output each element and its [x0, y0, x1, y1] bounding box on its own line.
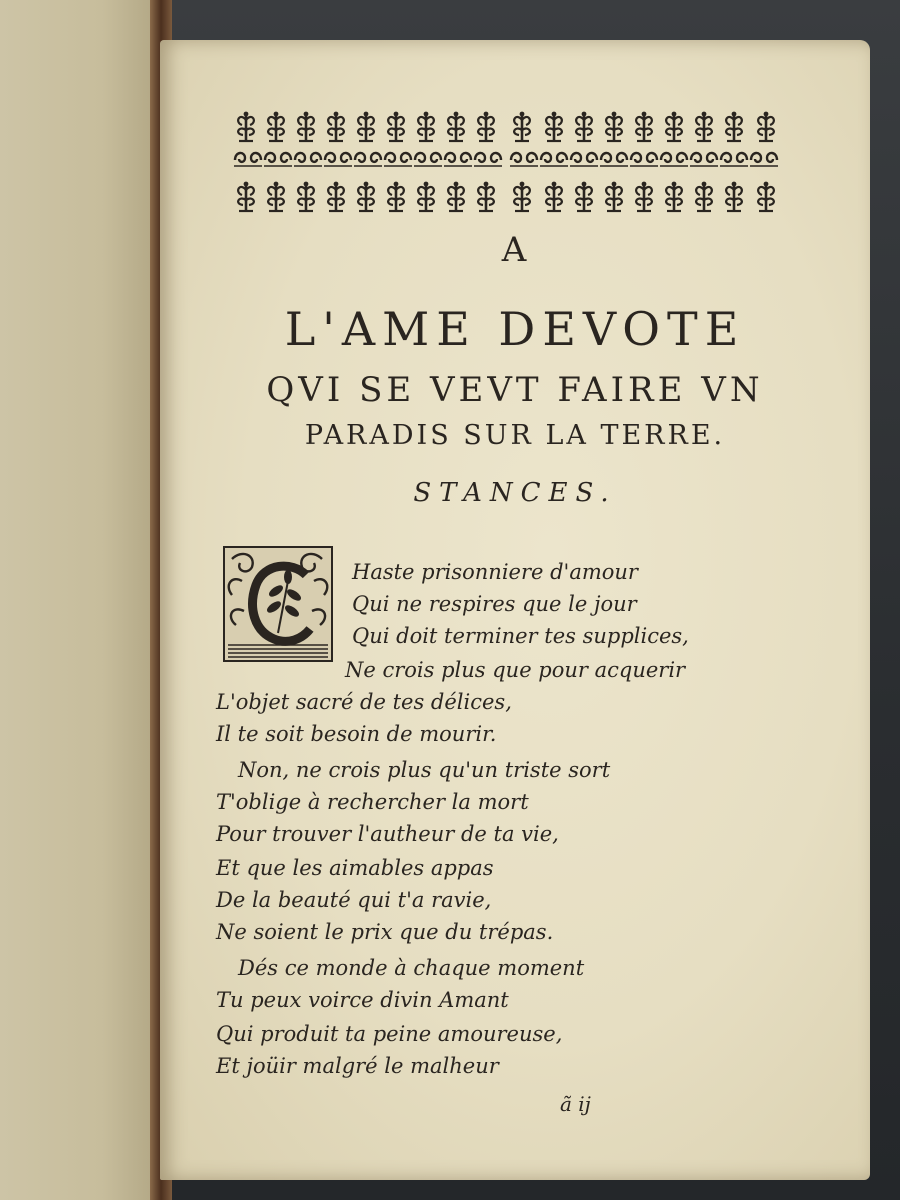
verse-line: Dés ce monde à chaque moment [238, 956, 585, 980]
verse-line: Et que les aimables appas [216, 856, 494, 880]
ornament-row-top [238, 112, 774, 141]
verse-line: Non, ne crois plus qu'un triste sort [238, 758, 611, 782]
ornament-row-bottom [238, 182, 774, 211]
verse-line: Qui doit terminer tes supplices, [352, 624, 689, 648]
verse-line: De la beauté qui t'a ravie, [216, 888, 492, 912]
ornamental-headpiece [232, 108, 788, 222]
verse-line: Ne soient le prix que du trépas. [216, 920, 554, 944]
verse-line: T'oblige à rechercher la mort [216, 790, 529, 814]
title-a: A [501, 230, 529, 270]
ornament-row-middle [234, 153, 778, 166]
title-ame-devote: L'AME DEVOTE [284, 302, 746, 356]
verse-line: L'objet sacré de tes délices, [216, 690, 512, 714]
verse-line: Qui ne respires que le jour [352, 592, 637, 616]
floral-woodcut-initial-icon [222, 545, 334, 663]
verse-line: Haste prisonniere d'amour [352, 560, 638, 584]
title-paradis: PARADIS SUR LA TERRE. [304, 420, 726, 451]
title-qui-se-veut: QVI SE VEVT FAIRE VN [266, 370, 764, 410]
verse-line: Il te soit besoin de mourir. [216, 722, 497, 746]
signature-mark: ã ij [560, 1092, 591, 1116]
verse-line: Ne crois plus que pour acquerir [345, 658, 686, 682]
left-page [0, 0, 170, 1200]
book-page [160, 40, 870, 1180]
verse-line: Qui produit ta peine amoureuse, [216, 1022, 563, 1046]
verse-line: Tu peux voirce divin Amant [216, 988, 509, 1012]
verse-line: Pour trouver l'autheur de ta vie, [216, 822, 559, 846]
section-stances: STANCES. [413, 478, 617, 508]
verse-line: Et joüir malgré le malheur [216, 1054, 499, 1078]
